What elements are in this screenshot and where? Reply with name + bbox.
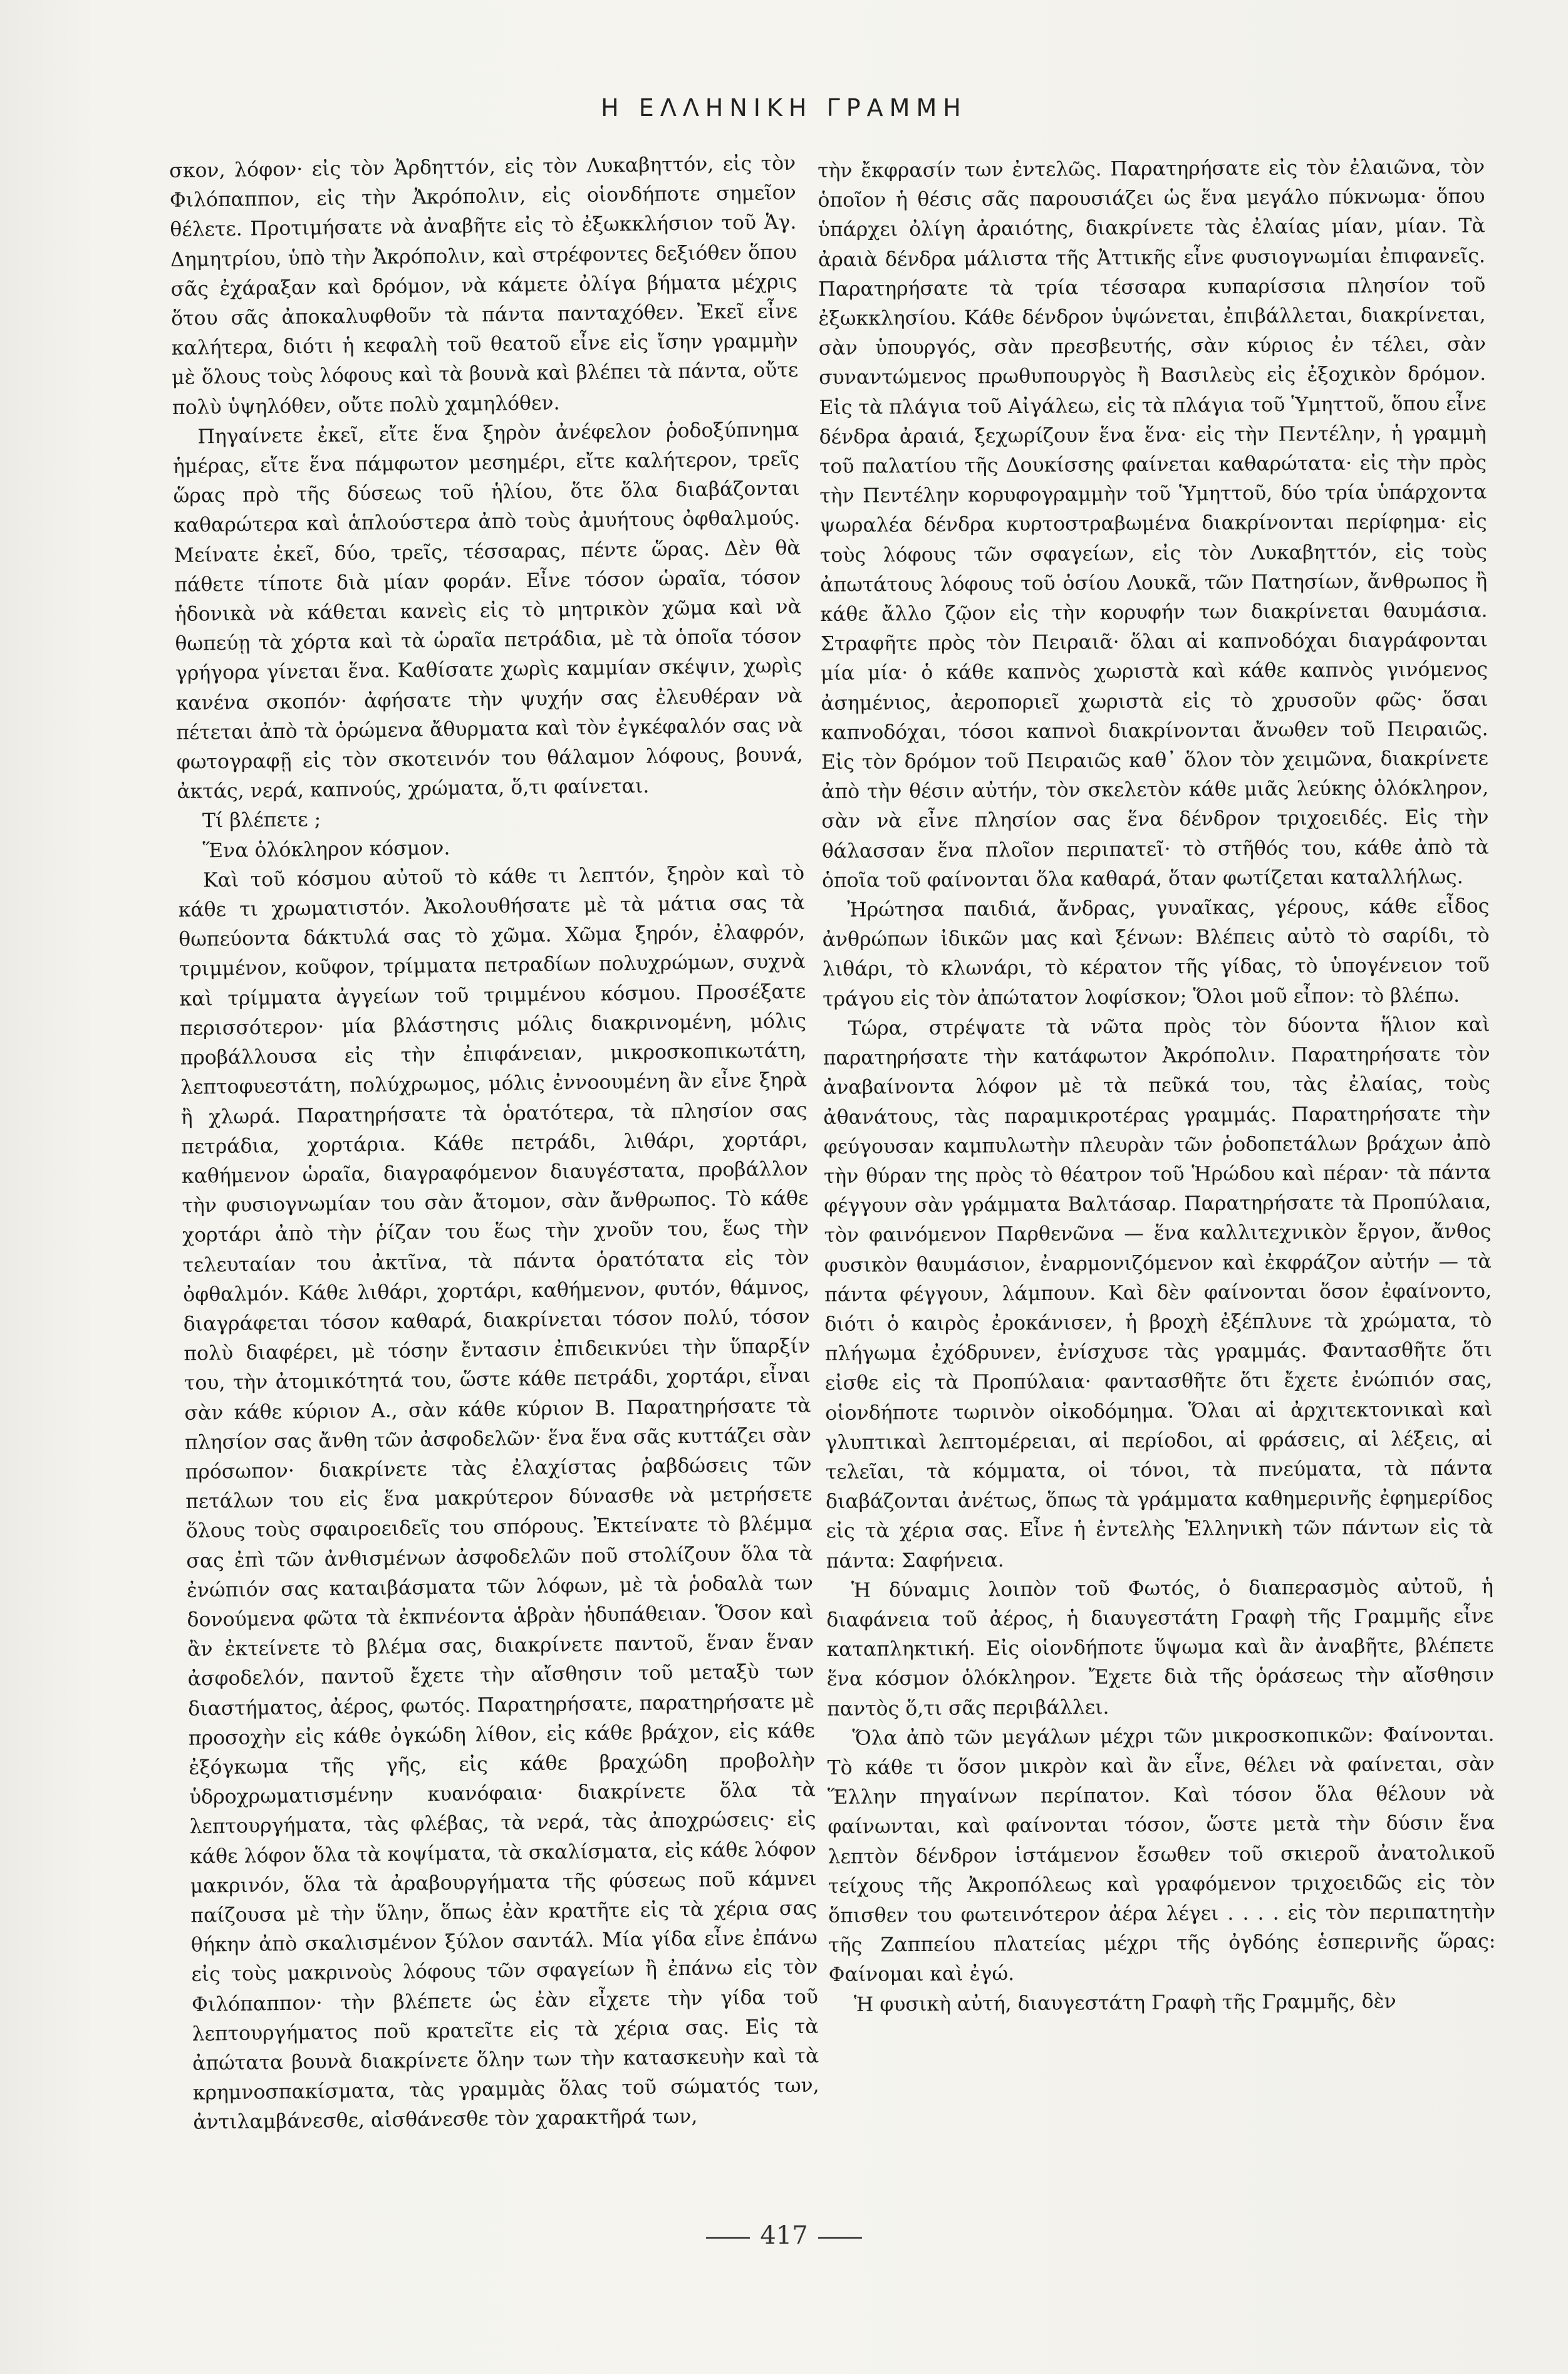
running-head: Η ΕΛΛΗΝΙΚΗ ΓΡΑΜΜΗ (601, 94, 967, 122)
footer-dash-left (706, 2237, 750, 2239)
footer-dash-right (818, 2237, 862, 2239)
right-paragraph-5: Ὅλα ἀπὸ τῶν μεγάλων μέχρι τῶν μικροσκοπικῶν: Φαίνονται. Τὸ κάθε τι ὅσον μικρὸν καὶ ἂν εἶνε, θέλει νὰ φαίνεται, σὰν Ἕλλην πηγαίνων περίπατον. Καὶ τόσον ὅλα θέλουν νὰ φαίνωνται, καὶ φαίνονται τόσον, ὥστε μετὰ τὴν δύσιν ἕνα λεπτὸν δένδρον ἱστάμενον ἔσωθεν τοῦ σκιεροῦ ἀνατολικοῦ τείχους τῆς Ἀκροπόλεως καὶ γραφόμενον τριχοειδῶς εἰς τὸν ὅπισθεν του φωτεινότερον ἀέρα λέγει . . . . εἰς τὸν περιπατητὴν τῆς Ζαππείου πλατείας μέχρι τῆς ὀγδόης ἑσπερινῆς ὥρας: Φαίνομαι καὶ ἐγώ. (827, 1723, 1496, 1987)
left-paragraph-2: Πηγαίνετε ἐκεῖ, εἴτε ἕνα ξηρὸν ἀνέφελον ῥοδοξύπνημα ἡμέρας, εἴτε ἕνα πάμφωτον μεσημέρι, εἴτε καλήτερον, τρεῖς ὥρας πρὸ τῆς δύσεως τοῦ ἡλίου, ὅτε ὅλα διαβάζονται καθαρώτερα καὶ ἁπλούστερα ἀπὸ τοὺς ἀμυήτους ὀφθαλμούς. Μείνατε ἐκεῖ, δύο, τρεῖς, τέσσαρας, πέντε ὥρας. Δὲν θὰ πάθετε τίποτε διὰ μίαν φοράν. Εἶνε τόσον ὡραῖα, τόσον ἡδονικὰ νὰ κάθεται κανεὶς εἰς τὸ μητρικὸν χῶμα καὶ νὰ θωπεύῃ τὰ χόρτα καὶ τὰ ὡραῖα πετράδια, μὲ τὰ ὁποῖα τόσον γρήγορα γίνεται ἕνα. Καθίσατε χωρὶς καμμίαν σκέψιν, χωρὶς κανένα σκοπόν· ἀφήσατε τὴν ψυχήν σας ἐλευθέραν νὰ πέτεται ἀπὸ τὰ ὁρώμενα ἄθυρματα καὶ τὸν ἐγκέφαλόν σας νὰ φωτογραφῇ εἰς τὸν σκοτεινόν του θάλαμον λόφους, βουνά, ἀκτάς, νερά, καπνούς, χρώματα, ὅ,τι φαίνεται. (172, 418, 803, 804)
left-answer-line: Ἕνα ὁλόκληρον κόσμον. (202, 836, 450, 863)
right-column (818, 152, 1496, 2019)
left-column (169, 149, 820, 2138)
right-paragraph-6: Ἡ φυσικὴ αὐτή, διαυγεστάτη Γραφὴ τῆς Γραμμῆς, δὲν (853, 1990, 1396, 2016)
page-number-footer (0, 2221, 1568, 2250)
left-paragraph-3: Καὶ τοῦ κόσμου αὐτοῦ τὸ κάθε τι λεπτόν, ξηρὸν καὶ τὸ κάθε τι χρωματιστόν. Ἀκολουθήσατε μὲ τὰ μάτια σας τὰ θωπεύοντα δάκτυλά σας τὸ χῶμα. Χῶμα ξηρόν, ἐλαφρόν, τριμμένον, κοῦφον, τρίμματα πετραδίων πολυχρώμων, συχνὰ καὶ τρίμματα ἀγγείων τοῦ τριμμένου κόσμου. Προσέξατε περισσότερον· μία βλάστησις μόλις διακρινομένη, μόλις προβάλλουσα εἰς τὴν ἐπιφάνειαν, μικροσκοπικωτάτη, λεπτοφυεστάτη, πολύχρωμος, μόλις ἐννοουμένη ἂν εἶνε ξηρὰ ἢ χλωρά. Παρατηρήσατε τὰ ὁρατότερα, τὰ πλησίον σας πετράδια, χορτάρια. Κάθε πετράδι, λιθάρι, χορτάρι, καθήμενον ὡραῖα, διαγραφόμενον διαυγέστατα, προβάλλον τὴν φυσιογνωμίαν του σὰν ἄτομον, σὰν ἄνθρωπος. Τὸ κάθε χορτάρι ἀπὸ τὴν ῥίζαν του ἕως τὴν χνοῦν του, ἕως τὴν τελευταίαν του ἀκτῖνα, τὰ πάντα ὁρατότατα εἰς τὸν ὀφθαλμόν. Κάθε λιθάρι, χορτάρι, καθήμενον, φυτόν, θάμνος, διαγράφεται τόσον καθαρά, διακρίνεται τόσον πολύ, τόσον πολὺ διαφέρει, μὲ τόσην ἔντασιν ἐπιδεικνύει τὴν ὕπαρξίν του, τὴν ἀτομικότητά του, ὥστε κάθε πετράδι, χορτάρι, εἶναι σὰν κάθε κύριον Α., σὰν κάθε κύριον Β. Παρατηρήσατε τὰ πλησίον σας ἄνθη τῶν ἀσφοδελῶν· ἕνα ἕνα σᾶς κυττάζει σὰν πρόσωπον· διακρίνετε τὰς ἐλαχίστας ῥαβδώσεις τῶν πετάλων του εἰς ἕνα μακρύτερον δύνασθε νὰ μετρήσετε ὅλους τοὺς σφαιροειδεῖς του σπόρους. Ἐκτείνατε τὸ βλέμμα σας ἐπὶ τῶν ἀνθισμένων ἀσφοδελῶν ποῦ στολίζουν ὅλα τὰ ἐνώπιόν σας καταιβάσματα τῶν λόφων, μὲ τὰ ῥοδαλὰ των δονούμενα φῶτα τὰ ἐκπνέοντα ἁβρὰν ἡδυπάθειαν. Ὅσον καὶ ἂν ἐκτείνετε τὸ βλέμα σας, διακρίνετε παντοῦ, ἕναν ἕναν ἀσφοδελόν, παντοῦ ἔχετε τὴν αἴσθησιν τοῦ μεταξὺ των διαστήματος, ἀέρος, φωτός. Παρατηρήσατε, παρατηρήσατε μὲ προσοχὴν εἰς κάθε ὀγκώδη λίθον, εἰς κάθε βράχον, εἰς κάθε ἐξόγκωμα τῆς γῆς, εἰς κάθε βραχώδη προβολὴν ὑδροχρωματισμένην κυανόφαια· διακρίνετε ὅλα τὰ λεπτουργήματα, τὰς φλέβας, τὰ νερά, τὰς ἀποχρώσεις· εἰς κάθε λόφον ὅλα τὰ κοψίματα, τὰ σκαλίσματα, εἰς κάθε λόφον μακρινόν, ὅλα τὰ ἀραβουργήματα τῆς φύσεως ποῦ κάμνει παίζουσα μὲ τὴν ὕλην, ὅπως ἐὰν κρατῆτε εἰς τὰ χέρια σας θήκην ἀπὸ σκαλισμένον ξύλον σαντάλ. Μία γίδα εἶνε ἐπάνω εἰς τοὺς μακρινοὺς λόφους τῶν σφαγείων ἢ ἐπάνω εἰς τὸν Φιλόπαππον· τὴν βλέπετε ὡς ἐὰν εἶχετε τὴν γίδα τοῦ λεπτουργήματος ποῦ κρατεῖτε εἰς τὰ χέρια σας. Εἰς τὰ ἀπώτατα βουνὰ διακρίνετε ὅλην των τὴν κατασκευὴν καὶ τὰ κρημνοσπακίσματα, τὰς γραμμὰς ὅλας τοῦ σώματός των, ἀντιλαμβάνεσθε, αἰσθάνεσθε τὸν χαρακτῆρά των, (178, 862, 819, 2135)
left-question-line: Τί βλέπετε ; (202, 808, 321, 833)
right-paragraph-3: Τώρα, στρέψατε τὰ νῶτα πρὸς τὸν δύοντα ἥλιον καὶ παρατηρήσατε τὴν κατάφωτον Ἀκρόπολιν. Παρατηρήσατε τὸν ἀναβαίνοντα λόφον μὲ τὰ πεῦκά του, τὰς ἐλαίας, τοὺς ἀθανάτους, τὰς παραμικροτέρας γραμμάς. Παρατηρήσατε τὴν φεύγουσαν καμπυλωτὴν πλευρὰν τῶν ῥοδοπετάλων βράχων ἀπὸ τὴν θύραν της πρὸς τὸ θέατρον τοῦ Ἡρώδου καὶ πέραν· τὰ πάντα φέγγουν σὰν γράμματα Βαλτάσαρ. Παρατηρήσατε τὰ Προπύλαια, τὸν φαινόμενον Παρθενῶνα — ἕνα καλλιτεχνικὸν ἔργον, ἄνθος φυσικὸν θαυμάσιον, ἐναρμονιζόμενον καὶ ἐκφράζον αὐτήν — τὰ πάντα φέγγουν, λάμπουν. Καὶ δὲν φαίνονται ὅσον ἐφαίνοντο, διότι ὁ καιρὸς ἐροκάνισεν, ἡ βροχὴ ἐξέπλυνε τὰ χρώματα, τὸ πλήγωμα ἐχόδρυνεν, ἐνίσχυσε τὰς γραμμάς. Φαντασθῆτε ὅτι εἰσθε εἰς τὰ Προπύλαια· φαντασθῆτε ὅτι ἔχετε ἐνώπιόν σας, οἱονδήποτε τωρινὸν οἰκοδόμημα. Ὅλαι αἱ ἀρχιτεκτονικαὶ καὶ γλυπτικαὶ λεπτομέρειαι, αἱ περίοδοι, αἱ φράσεις, αἱ λέξεις, αἱ τελεῖαι, τὰ κόμματα, οἱ τόνοι, τὰ πνεύματα, τὰ πάντα διαβάζονται ἀνέτως, ὅπως τὰ γράμματα καθημερινῆς ἐφημερίδος εἰς τὰ χέρια σας. Εἶνε ἡ ἐντελὴς Ἑλληνικὴ τῶν πάντων εἰς τὰ πάντα: Σαφήνεια. (823, 1013, 1493, 1573)
page-number: 417 (760, 2221, 808, 2250)
right-paragraph-2: Ἠρώτησα παιδιά, ἄνδρας, γυναῖκας, γέρους, κάθε εἶδος ἀνθρώπων ἰδικῶν μας καὶ ξένων: Βλέπεις αὐτὸ τὸ σαρίδι, τὸ λιθάρι, τὸ κλωνάρι, τὸ κέρατον τῆς γίδας, τὸ ὑπογένειον τοῦ τράγου εἰς τὸν ἀπώτατον λοφίσκον; Ὅλοι μοῦ εἶπον: τὸ βλέπω. (822, 895, 1490, 1011)
left-paragraph-1: σκον, λόφον· εἰς τὸν Ἀρδηττόν, εἰς τὸν Λυκαβηττόν, εἰς τὸν Φιλόπαππον, εἰς τὴν Ἀκρόπολιν, εἰς οἱονδήποτε σημεῖον θέλετε. Προτιμήσατε νὰ ἀναβῆτε εἰς τὸ ἐξωκκλήσιον τοῦ Ἁγ. Δημητρίου, ὑπὸ τὴν Ἀκρόπολιν, καὶ στρέφοντες δεξιόθεν ὅπου σᾶς ἐχάραξαν καὶ δρόμον, νὰ κάμετε ὀλίγα βήματα μέχρις ὅτου σᾶς ἀποκαλυφθοῦν τὰ πάντα πανταχόθεν. Ἐκεῖ εἶνε καλήτερα, διότι ἡ κεφαλὴ τοῦ θεατοῦ εἶνε εἰς ἴσην γραμμὴν μὲ ὅλους τοὺς λόφους καὶ τὰ βουνὰ καὶ βλέπει τὰ πάντα, οὔτε πολὺ ὑψηλόθεν, οὔτε πολὺ χαμηλόθεν. (169, 152, 799, 419)
right-paragraph-1: τὴν ἔκφρασίν των ἐντελῶς. Παρατηρήσατε εἰς τὸν ἐλαιῶνα, τὸν ὁποῖον ἡ θέσις σᾶς παρουσιάζει ὡς ἕνα μεγάλο πύκνωμα· ὅπου ὑπάρχει ὀλίγη ἀραιότης, διακρίνετε τὰς ἐλαίας μίαν, μίαν. Τὰ ἀραιὰ δένδρα μάλιστα τῆς Ἀττικῆς εἶνε φυσιογνωμίαι ἐπιφανεῖς. Παρατηρήσατε τὰ τρία τέσσαρα κυπαρίσσια πλησίον τοῦ ἐξωκκλησίου. Κάθε δένδρον ὑψώνεται, ἐπιβάλλεται, διακρίνεται, σὰν ὑπουργός, σὰν πρεσβευτής, σὰν κύριος ἐν τέλει, σὰν συναντώμενος πρωθυπουργὸς ἢ Βασιλεὺς εἰς ἐξοχικὸν δρόμον. Εἰς τὰ πλάγια τοῦ Αἰγάλεω, εἰς τὰ πλάγια τοῦ Ὑμηττοῦ, ὅπου εἶνε δένδρα ἀραιά, ξεχωρίζουν ἕνα ἕνα· εἰς τὴν Πεντέλην, ἡ γραμμὴ τοῦ παλατίου τῆς Δουκίσσης φαίνεται καθαρώτατα· εἰς τὴν πρὸς τὴν Πεντέλην κορυφογραμμὴν τοῦ Ὑμηττοῦ, δύο τρία ὑπάρχοντα ψωραλέα δένδρα κυρτοστραβωμένα διακρίνονται περίφημα· εἰς τοὺς λόφους τῶν σφαγείων, εἰς τὸν Λυκαβηττόν, εἰς τοὺς ἀπωτάτους λόφους τοῦ ὁσίου Λουκᾶ, τῶν Πατησίων, ἄνθρωπος ἢ κάθε ἄλλο ζῷον εἰς τὴν κορυφήν των διακρίνεται θαυμάσια. Στραφῆτε πρὸς τὸν Πειραιᾶ· ὅλαι αἱ καπνοδόχαι διαγράφονται μία μία· ὁ κάθε καπνὸς χωριστὰ καὶ κάθε καπνὸς γινόμενος ἀσημένιος, ἀεροποριεῖ χωριστὰ εἰς τὸ χρυσοῦν φῶς· ὅσαι καπνοδόχαι, τόσοι καπνοὶ διακρίνονται ἄνωθεν τοῦ Πειραιῶς. Εἰς τὸν δρόμον τοῦ Πειραιῶς καθ᾽ ὅλον τὸν χειμῶνα, διακρίνετε ἀπὸ τὴν θέσιν αὐτήν, τὸν σκελετὸν κάθε μιᾶς λεύκης ὁλόκληρον, σὰν νὰ εἶνε πλησίον σας ἕνα δένδρον τριχοειδές. Εἰς τὴν θάλασσαν ἕνα πλοῖον περιπατεῖ· τὸ στῆθός του, κάθε ἀπὸ τὰ ὁποῖα τοῦ φαίνονται ὅλα καθαρά, ὅταν φωτίζεται καταλλήλως. (818, 155, 1489, 892)
right-paragraph-4: Ἡ δύναμις λοιπὸν τοῦ Φωτός, ὁ διαπερασμὸς αὐτοῦ, ἡ διαφάνεια τοῦ ἀέρος, ἡ διαυγεστάτη Γραφὴ τῆς Γραμμῆς εἶνε καταπληκτική. Εἰς οἱονδήποτε ὕψωμα καὶ ἂν ἀναβῆτε, βλέπετε ἕνα κόσμον ὁλόκληρον. Ἔχετε διὰ τῆς ὁράσεως τὴν αἴσθησιν παντὸς ὅ,τι σᾶς περιβάλλει. (826, 1575, 1494, 1721)
